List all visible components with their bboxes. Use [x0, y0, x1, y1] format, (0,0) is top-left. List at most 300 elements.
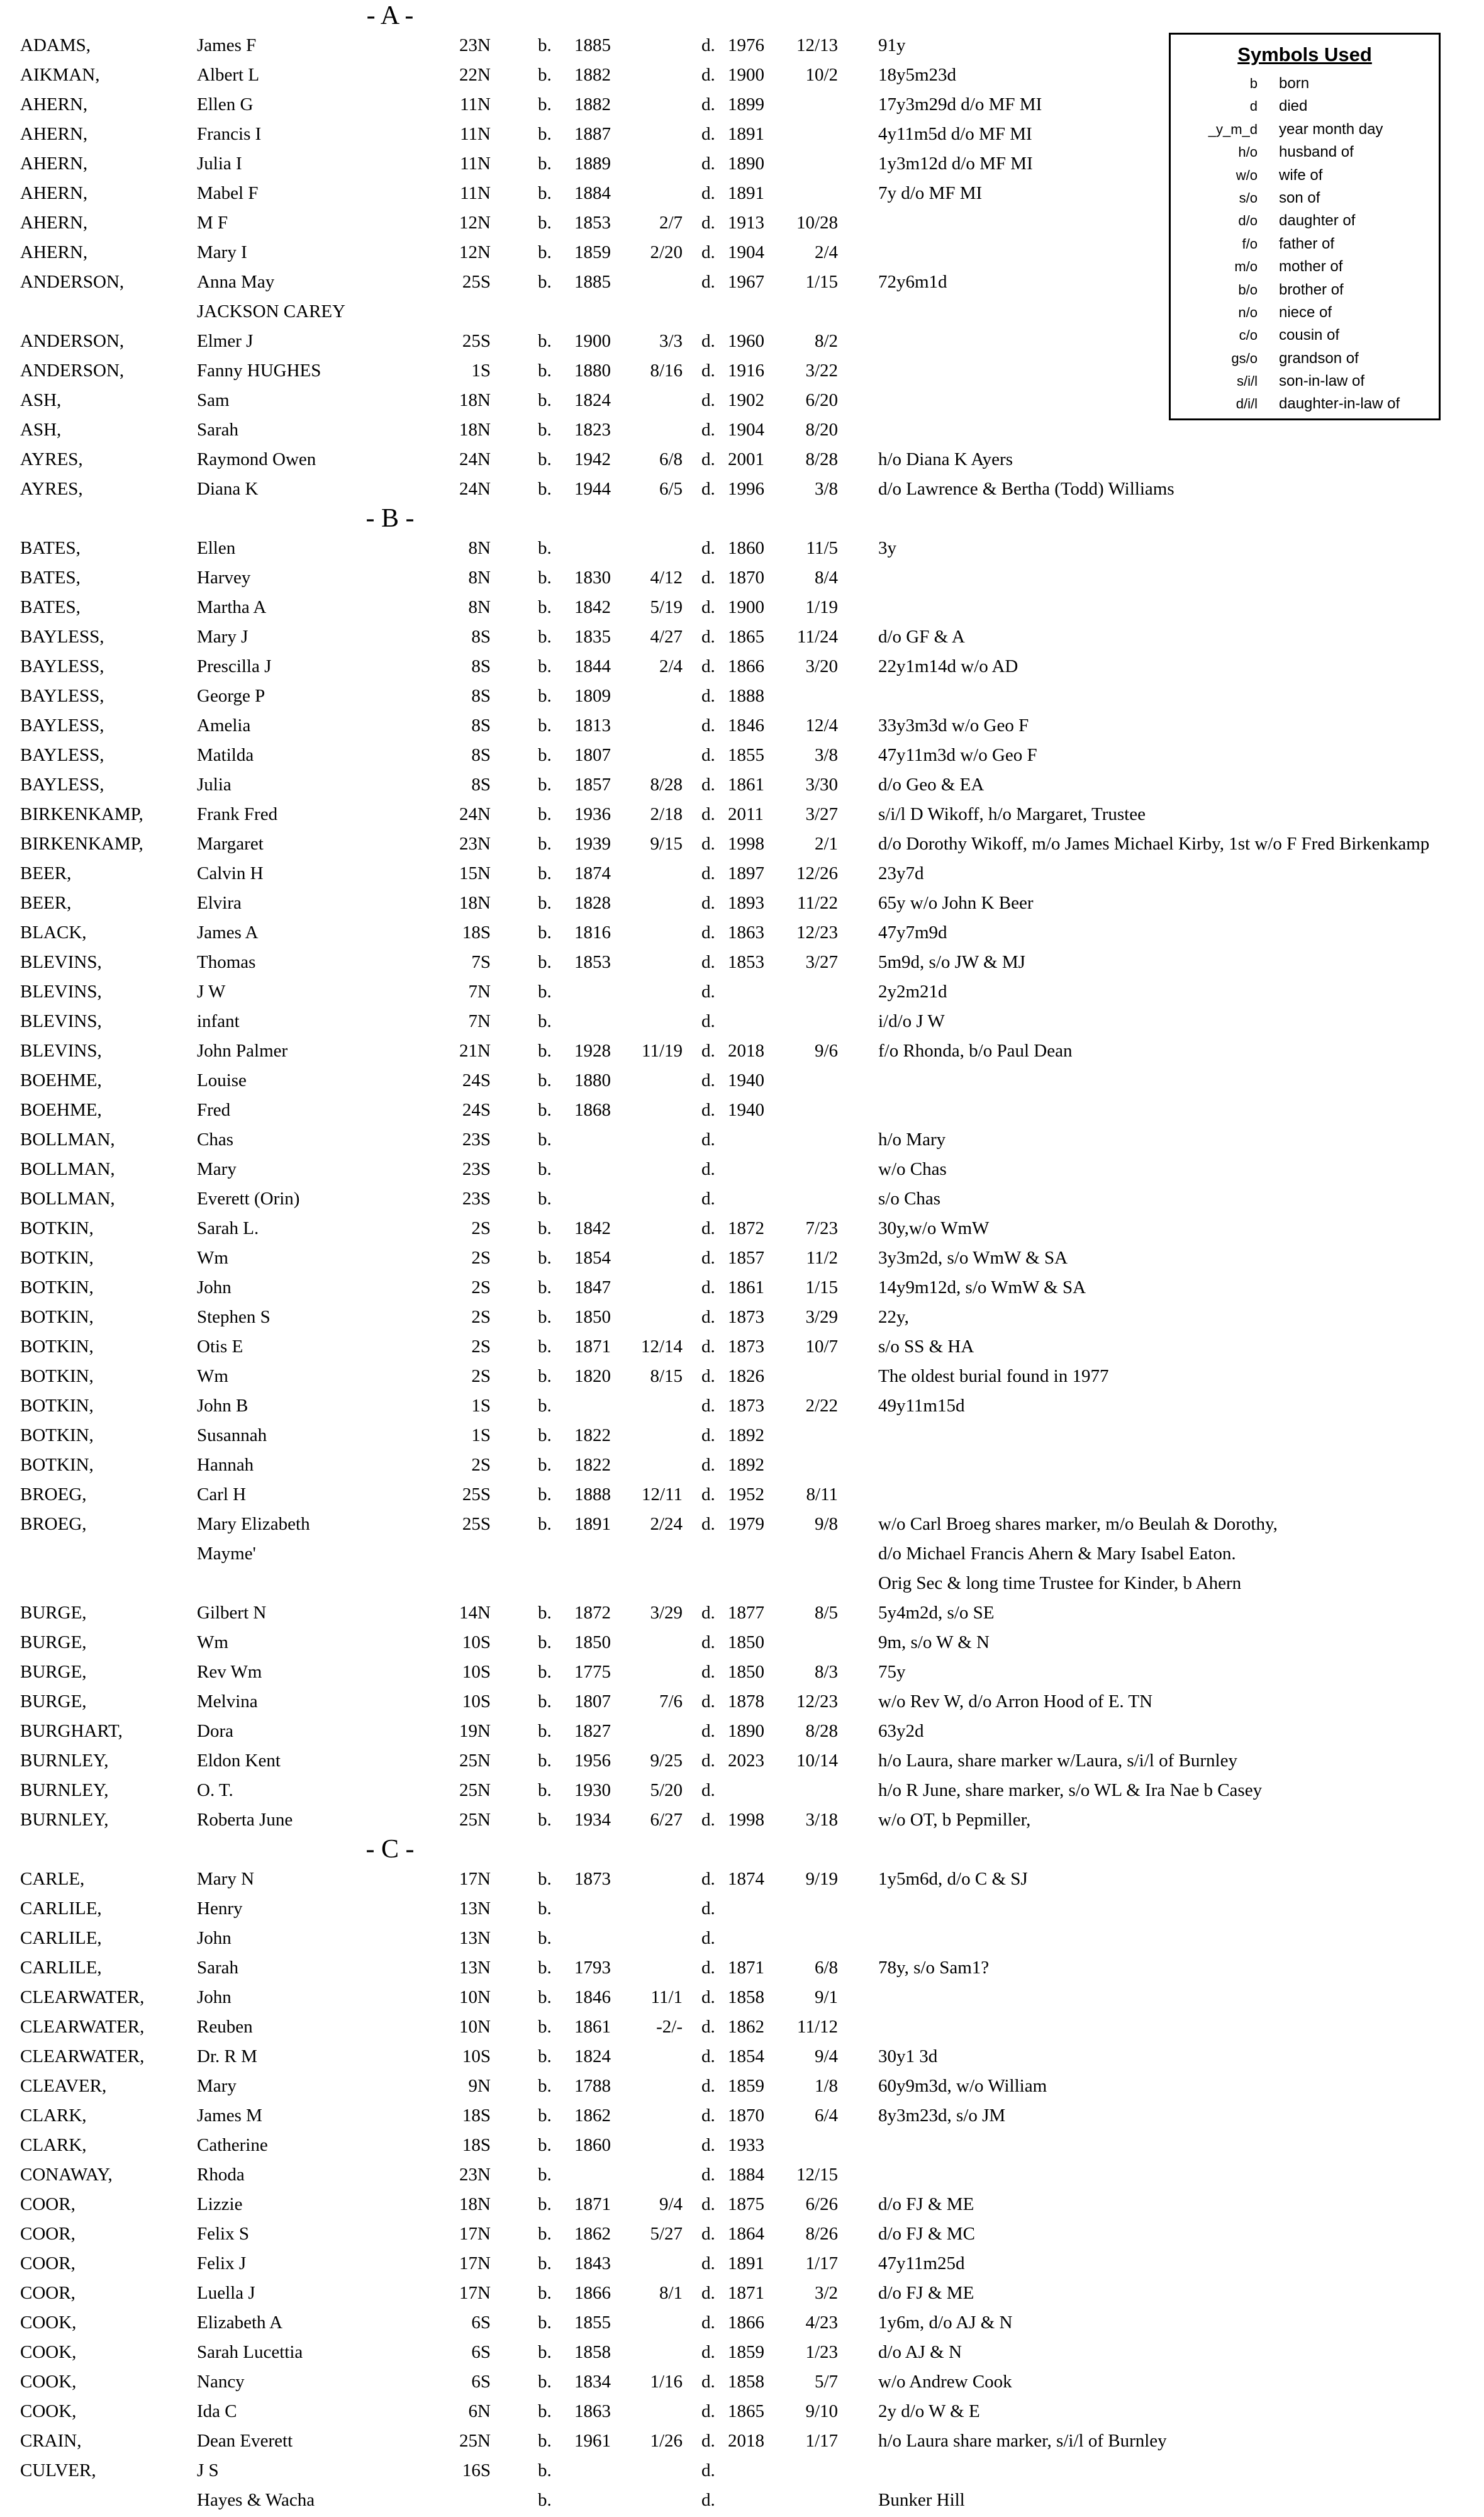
plot-cell: 15N: [459, 863, 491, 883]
symbols-legend-entry: [1171, 72, 1439, 95]
given-name-cell: J S: [197, 2460, 219, 2481]
plot-cell: 18S: [462, 2135, 491, 2155]
death-monthday-cell: 9/19: [805, 1869, 838, 1889]
given-name-cell: Catherine: [197, 2135, 268, 2155]
given-name-cell: John Palmer: [197, 1041, 288, 1061]
plot-cell: 13N: [459, 1928, 491, 1948]
died-label: d.: [701, 1632, 715, 1652]
plot-cell: 25N: [459, 1751, 491, 1771]
plot-cell: 8S: [471, 775, 491, 795]
death-monthday-cell: 8/3: [814, 1662, 838, 1682]
plot-cell: 2S: [471, 1366, 491, 1386]
record-row: [0, 1450, 1484, 1480]
given-name-cell: O. T.: [197, 1780, 233, 1800]
section-header-row: [0, 1, 1484, 31]
death-year-cell: 1858: [728, 2372, 764, 2392]
death-monthday-cell: 9/10: [805, 2401, 838, 2421]
surname-cell: COOR,: [20, 2253, 75, 2273]
plot-cell: 10S: [462, 1662, 491, 1682]
died-label: d.: [701, 2076, 715, 2096]
born-label: b.: [538, 2283, 552, 2303]
given-name-cell: Fred: [197, 1100, 231, 1120]
record-row: [0, 1243, 1484, 1273]
death-year-cell: 1861: [728, 1277, 764, 1298]
surname-cell: AYRES,: [20, 479, 83, 499]
given-name-cell: Chas: [197, 1130, 233, 1150]
born-label: b.: [538, 568, 552, 588]
symbol-abbreviation: c/o: [1239, 327, 1258, 344]
plot-cell: 23S: [462, 1159, 491, 1179]
birth-year-cell: 1824: [574, 2046, 611, 2066]
birth-year-cell: 1854: [574, 1248, 611, 1268]
surname-cell: BEER,: [20, 863, 72, 883]
symbol-meaning: brother of: [1279, 281, 1344, 298]
birth-year-cell: 1862: [574, 2105, 611, 2126]
given-name-cell: Mabel F: [197, 183, 259, 203]
died-label: d.: [701, 1987, 715, 2007]
death-monthday-cell: 12/23: [796, 922, 838, 943]
born-label: b.: [538, 124, 552, 144]
record-row: [0, 977, 1484, 1007]
born-label: b.: [538, 1603, 552, 1623]
plot-cell: 23S: [462, 1130, 491, 1150]
given-name-cell: Louise: [197, 1070, 247, 1090]
surname-cell: BURGE,: [20, 1662, 87, 1682]
death-monthday-cell: 3/27: [805, 952, 838, 972]
plot-cell: 2S: [471, 1277, 491, 1298]
given-name-cell: Dora: [197, 1721, 233, 1741]
born-label: b.: [538, 2017, 552, 2037]
surname-cell: AHERN,: [20, 124, 88, 144]
surname-cell: COOR,: [20, 2194, 75, 2214]
plot-cell: 25N: [459, 2431, 491, 2451]
death-year-cell: 1866: [728, 656, 764, 676]
notes-cell: h/o Diana K Ayers: [878, 449, 1013, 469]
symbols-legend-entry: [1171, 301, 1439, 324]
record-row: [0, 2279, 1484, 2308]
died-label: d.: [701, 449, 715, 469]
surname-cell: BAYLESS,: [20, 686, 104, 706]
death-year-cell: 1857: [728, 1248, 764, 1268]
birth-year-cell: 1807: [574, 745, 611, 765]
notes-cell: 14y9m12d, s/o WmW & SA: [878, 1277, 1086, 1298]
died-label: d.: [701, 1928, 715, 1948]
death-year-cell: 1940: [728, 1070, 764, 1090]
died-label: d.: [701, 1070, 715, 1090]
symbols-legend: [1169, 33, 1441, 420]
born-label: b.: [538, 154, 552, 174]
death-year-cell: 1858: [728, 1987, 764, 2007]
plot-cell: 19N: [459, 1721, 491, 1741]
born-label: b.: [538, 538, 552, 558]
symbols-legend-title: Symbols Used: [1237, 43, 1372, 65]
surname-cell: BROEG,: [20, 1514, 87, 1534]
born-label: b.: [538, 1396, 552, 1416]
plot-cell: 10N: [459, 2017, 491, 2037]
born-label: b.: [538, 597, 552, 617]
born-label: b.: [538, 1189, 552, 1209]
section-header-row: [0, 1835, 1484, 1864]
died-label: d.: [701, 1425, 715, 1445]
death-monthday-cell: 12/23: [796, 1691, 838, 1712]
birth-year-cell: 1823: [574, 420, 611, 440]
death-monthday-cell: 11/24: [797, 627, 838, 647]
died-label: d.: [701, 863, 715, 883]
death-year-cell: 1863: [728, 922, 764, 943]
record-row: [0, 889, 1484, 918]
died-label: d.: [701, 390, 715, 410]
birth-monthday-cell: 8/16: [650, 361, 683, 381]
death-year-cell: 1893: [728, 893, 764, 913]
given-name-cell: Wm: [197, 1366, 228, 1386]
death-monthday-cell: 12/13: [796, 35, 838, 55]
plot-cell: 7N: [468, 982, 491, 1002]
surname-cell: CLARK,: [20, 2135, 87, 2155]
died-label: d.: [701, 1189, 715, 1209]
plot-cell: 6S: [471, 2342, 491, 2362]
death-year-cell: 2018: [728, 2431, 764, 2451]
died-label: d.: [701, 1100, 715, 1120]
record-row: [0, 563, 1484, 593]
death-monthday-cell: 1/17: [805, 2431, 838, 2451]
birth-year-cell: 1824: [574, 390, 611, 410]
plot-cell: 1S: [471, 361, 491, 381]
born-label: b.: [538, 2312, 552, 2333]
given-name-cell: George P: [197, 686, 265, 706]
surname-cell: BEER,: [20, 893, 72, 913]
birth-monthday-cell: 12/14: [640, 1337, 683, 1357]
birth-year-cell: 1873: [574, 1869, 611, 1889]
record-row: [0, 800, 1484, 829]
symbols-legend-entry: [1171, 279, 1439, 301]
given-name-cell: Margaret: [197, 834, 264, 854]
died-label: d.: [701, 597, 715, 617]
plot-cell: 2S: [471, 1337, 491, 1357]
plot-cell: 8S: [471, 715, 491, 736]
notes-cell: 7y d/o MF MI: [878, 183, 983, 203]
symbol-abbreviation: gs/o: [1231, 350, 1258, 366]
given-name-cell: Everett (Orin): [197, 1189, 300, 1209]
notes-cell: w/o Chas: [878, 1159, 947, 1179]
plot-cell: 9N: [468, 2076, 491, 2096]
death-monthday-cell: 8/20: [805, 420, 838, 440]
surname-cell: BOLLMAN,: [20, 1159, 115, 1179]
death-monthday-cell: 5/7: [814, 2372, 838, 2392]
notes-cell: 33y3m3d w/o Geo F: [878, 715, 1029, 736]
notes-cell: 47y7m9d: [878, 922, 947, 943]
born-label: b.: [538, 2194, 552, 2214]
surname-cell: BIRKENKAMP,: [20, 834, 143, 854]
birth-year-cell: 1850: [574, 1307, 611, 1327]
birth-monthday-cell: 8/28: [650, 775, 683, 795]
birth-monthday-cell: 2/24: [650, 1514, 683, 1534]
given-name-cell: Fanny HUGHES: [197, 361, 321, 381]
died-label: d.: [701, 1721, 715, 1741]
given-name-cell: Harvey: [197, 568, 251, 588]
death-monthday-cell: 6/4: [814, 2105, 838, 2126]
died-label: d.: [701, 65, 715, 85]
death-monthday-cell: 8/4: [814, 568, 838, 588]
notes-cell: h/o Laura, share marker w/Laura, s/i/l of Burnley: [878, 1751, 1237, 1771]
born-label: b.: [538, 656, 552, 676]
notes-cell: 3y3m2d, s/o WmW & SA: [878, 1248, 1068, 1268]
birth-monthday-cell: 11/1: [650, 1987, 683, 2007]
died-label: d.: [701, 272, 715, 292]
surname-cell: CARLE,: [20, 1869, 85, 1889]
died-label: d.: [701, 1780, 715, 1800]
born-label: b.: [538, 2431, 552, 2451]
surname-cell: BLACK,: [20, 922, 87, 943]
plot-cell: 2S: [471, 1307, 491, 1327]
death-year-cell: 2001: [728, 449, 764, 469]
death-year-cell: 1872: [728, 1218, 764, 1238]
birth-year-cell: 1882: [574, 94, 611, 115]
surname-cell: BOLLMAN,: [20, 1189, 115, 1209]
plot-cell: 17N: [459, 2224, 491, 2244]
notes-cell: s/o Chas: [878, 1189, 941, 1209]
birth-year-cell: 1859: [574, 242, 611, 262]
record-row: [0, 2160, 1484, 2190]
given-name-cell: infant: [197, 1011, 240, 1031]
birth-year-cell: 1942: [574, 449, 611, 469]
record-row: [0, 1155, 1484, 1184]
notes-cell: 30y1 3d: [878, 2046, 938, 2066]
death-year-cell: 1864: [728, 2224, 764, 2244]
died-label: d.: [701, 242, 715, 262]
death-year-cell: 1998: [728, 834, 764, 854]
born-label: b.: [538, 272, 552, 292]
died-label: d.: [701, 1307, 715, 1327]
surname-cell: AHERN,: [20, 213, 88, 233]
plot-cell: 10S: [462, 2046, 491, 2066]
given-name-cell: Prescilla J: [197, 656, 272, 676]
died-label: d.: [701, 1248, 715, 1268]
record-row: [0, 2190, 1484, 2219]
record-row: [0, 2367, 1484, 2397]
birth-monthday-cell: 3/29: [650, 1603, 683, 1623]
died-label: d.: [701, 124, 715, 144]
died-label: d.: [701, 982, 715, 1002]
death-year-cell: 1884: [728, 2165, 764, 2185]
given-name-cell: Roberta June: [197, 1810, 293, 1830]
death-monthday-cell: 11/5: [806, 538, 838, 558]
symbols-legend-entry: [1171, 187, 1439, 210]
plot-cell: 10S: [462, 1691, 491, 1712]
born-label: b.: [538, 982, 552, 1002]
birth-year-cell: 1835: [574, 627, 611, 647]
plot-cell: 7N: [468, 1011, 491, 1031]
death-monthday-cell: 3/8: [814, 745, 838, 765]
notes-cell: h/o Mary: [878, 1130, 946, 1150]
birth-monthday-cell: 8/1: [659, 2283, 683, 2303]
symbols-legend-entry: [1171, 118, 1439, 141]
death-year-cell: 1826: [728, 1366, 764, 1386]
notes-cell: 5y4m2d, s/o SE: [878, 1603, 995, 1623]
section-header: - C -: [365, 1835, 415, 1864]
died-label: d.: [701, 1810, 715, 1830]
symbol-abbreviation: w/o: [1236, 167, 1258, 183]
birth-monthday-cell: 1/26: [650, 2431, 683, 2451]
notes-cell: 49y11m15d: [878, 1396, 965, 1416]
given-name-cell: Raymond Owen: [197, 449, 316, 469]
plot-cell: 8S: [471, 627, 491, 647]
record-continuation-row: [0, 1569, 1484, 1598]
birth-year-cell: 1880: [574, 1070, 611, 1090]
death-monthday-cell: 9/6: [814, 1041, 838, 1061]
symbol-meaning: son-in-law of: [1279, 373, 1365, 390]
notes-cell: d/o Lawrence & Bertha (Todd) Williams: [878, 479, 1174, 499]
birth-year-cell: 1861: [574, 2017, 611, 2037]
died-label: d.: [701, 1218, 715, 1238]
surname-cell: ASH,: [20, 390, 62, 410]
death-year-cell: 1897: [728, 863, 764, 883]
surname-cell: ASH,: [20, 420, 62, 440]
born-label: b.: [538, 893, 552, 913]
died-label: d.: [701, 922, 715, 943]
death-year-cell: 1865: [728, 2401, 764, 2421]
plot-cell: 13N: [459, 1898, 491, 1919]
symbol-meaning: died: [1279, 98, 1308, 115]
surname-cell: BURGE,: [20, 1691, 87, 1712]
surname-cell: BLEVINS,: [20, 1041, 102, 1061]
given-name-cell: John: [197, 1928, 232, 1948]
born-label: b.: [538, 1425, 552, 1445]
surname-cell: BOTKIN,: [20, 1396, 94, 1416]
birth-year-cell: 1822: [574, 1455, 611, 1475]
death-year-cell: 1877: [728, 1603, 764, 1623]
born-label: b.: [538, 804, 552, 824]
plot-cell: 18N: [459, 893, 491, 913]
notes-cell: f/o Rhonda, b/o Paul Dean: [878, 1041, 1073, 1061]
died-label: d.: [701, 479, 715, 499]
surname-cell: AHERN,: [20, 154, 88, 174]
death-monthday-cell: 11/12: [797, 2017, 838, 2037]
birth-year-cell: 1956: [574, 1751, 611, 1771]
surname-cell: BAYLESS,: [20, 627, 104, 647]
given-name-cell: Mary I: [197, 242, 247, 262]
birth-year-cell: 1855: [574, 2312, 611, 2333]
died-label: d.: [701, 2283, 715, 2303]
record-row: [0, 1391, 1484, 1421]
death-monthday-cell: 11/22: [797, 893, 838, 913]
symbols-legend-entry: [1171, 324, 1439, 347]
symbols-legend-entry: [1171, 141, 1439, 164]
given-name-cell: Carl H: [197, 1484, 247, 1505]
died-label: d.: [701, 1514, 715, 1534]
given-name-cell: Reuben: [197, 2017, 253, 2037]
symbols-legend-entry: [1171, 370, 1439, 393]
surname-cell: BURGE,: [20, 1603, 87, 1623]
birth-year-cell: 1871: [574, 1337, 611, 1357]
given-name-cell: Martha A: [197, 597, 267, 617]
record-row: [0, 1273, 1484, 1303]
surname-cell: AHERN,: [20, 94, 88, 115]
surname-cell: BAYLESS,: [20, 775, 104, 795]
record-row: [0, 2219, 1484, 2249]
born-label: b.: [538, 2490, 552, 2510]
birth-year-cell: 1936: [574, 804, 611, 824]
symbol-abbreviation: f/o: [1242, 235, 1258, 252]
notes-cell: w/o Carl Broeg shares marker, m/o Beulah & Dorothy,: [878, 1514, 1278, 1534]
death-year-cell: 1890: [728, 154, 764, 174]
death-year-cell: 1855: [728, 745, 764, 765]
died-label: d.: [701, 1041, 715, 1061]
plot-cell: 8S: [471, 745, 491, 765]
born-label: b.: [538, 183, 552, 203]
birth-monthday-cell: 2/18: [650, 804, 683, 824]
birth-year-cell: 1888: [574, 1484, 611, 1505]
given-name-cell: Mary: [197, 2076, 237, 2096]
death-year-cell: 1873: [728, 1396, 764, 1416]
surname-cell: BOTKIN,: [20, 1455, 94, 1475]
died-label: d.: [701, 715, 715, 736]
plot-cell: 8S: [471, 656, 491, 676]
death-year-cell: 1859: [728, 2076, 764, 2096]
born-label: b.: [538, 2105, 552, 2126]
birth-year-cell: 1871: [574, 2194, 611, 2214]
record-row: [0, 2042, 1484, 2071]
death-monthday-cell: 8/26: [805, 2224, 838, 2244]
birth-monthday-cell: 5/27: [650, 2224, 683, 2244]
death-year-cell: 1900: [728, 597, 764, 617]
record-row: [0, 2456, 1484, 2486]
birth-year-cell: 1887: [574, 124, 611, 144]
record-row: [0, 1184, 1484, 1214]
death-year-cell: 1979: [728, 1514, 764, 1534]
death-year-cell: 1870: [728, 568, 764, 588]
notes-cell: d/o FJ & MC: [878, 2224, 975, 2244]
death-year-cell: 1933: [728, 2135, 764, 2155]
died-label: d.: [701, 1898, 715, 1919]
surname-cell: CLARK,: [20, 2105, 87, 2126]
record-row: [0, 2397, 1484, 2426]
death-monthday-cell: 10/14: [796, 1751, 838, 1771]
plot-cell: 12N: [459, 242, 491, 262]
died-label: d.: [701, 1751, 715, 1771]
born-label: b.: [538, 331, 552, 351]
record-row: [0, 2308, 1484, 2338]
born-label: b.: [538, 627, 552, 647]
birth-year-cell: 1863: [574, 2401, 611, 2421]
notes-cell: 3y: [878, 538, 896, 558]
surname-cell: ANDERSON,: [20, 361, 125, 381]
death-year-cell: 1960: [728, 331, 764, 351]
died-label: d.: [701, 745, 715, 765]
surname-cell: CLEARWATER,: [20, 2046, 145, 2066]
surname-cell: BOTKIN,: [20, 1425, 94, 1445]
given-name-cell: Mary J: [197, 627, 248, 647]
given-name-cell: Felix S: [197, 2224, 249, 2244]
plot-cell: 24N: [459, 449, 491, 469]
notes-cell: Orig Sec & long time Trustee for Kinder, b Ahern: [878, 1573, 1242, 1593]
given-name-cell: Ida C: [197, 2401, 237, 2421]
born-label: b.: [538, 2046, 552, 2066]
died-label: d.: [701, 568, 715, 588]
death-year-cell: 1996: [728, 479, 764, 499]
born-label: b.: [538, 922, 552, 943]
section-header: - A -: [366, 1, 414, 30]
born-label: b.: [538, 1721, 552, 1741]
born-label: b.: [538, 1898, 552, 1919]
birth-year-cell: 1842: [574, 597, 611, 617]
born-label: b.: [538, 65, 552, 85]
death-monthday-cell: 12/26: [796, 863, 838, 883]
surname-cell: BURNLEY,: [20, 1751, 109, 1771]
given-name-cell: Thomas: [197, 952, 256, 972]
surname-cell: BAYLESS,: [20, 656, 104, 676]
given-name-cell: Sarah: [197, 1958, 239, 1978]
birth-year-cell: 1850: [574, 1632, 611, 1652]
